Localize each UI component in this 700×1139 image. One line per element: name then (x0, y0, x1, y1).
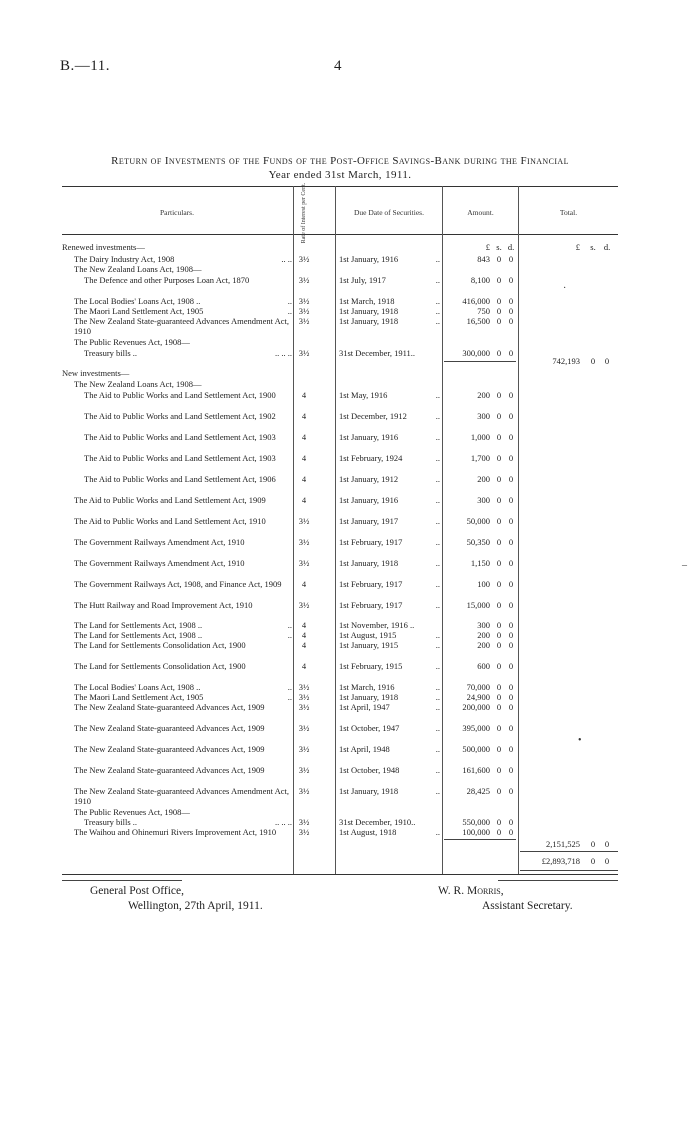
row-amount-shilling: 0 (496, 537, 502, 547)
row-rate: 3½ (298, 275, 310, 285)
row-due-date: 1st February, 1917 (339, 600, 403, 610)
row-amount-pence: 0 (508, 296, 514, 306)
row-amount-shilling: 0 (496, 411, 502, 421)
row-amount-shilling: 0 (496, 817, 502, 827)
row-amount: 300 (477, 620, 490, 630)
row-rate: 3½ (298, 765, 310, 775)
row-leader-dots: .. (287, 630, 292, 640)
row-amount-pence: 0 (508, 453, 514, 463)
row-particulars: The New Zealand State-guaranteed Advances Act, 1909 (74, 723, 265, 733)
row-particulars: The New Zealand State-guaranteed Advances Act, 1909 (74, 744, 265, 754)
row-due-date: 1st February, 1924 (339, 453, 403, 463)
grand-total-rule (520, 870, 618, 871)
col-divider-due-left (335, 186, 336, 874)
grand-total-pence: 0 (604, 856, 610, 866)
row-due-leader-dots: .. (435, 254, 440, 264)
col-head-particulars: Particulars. (160, 208, 194, 217)
row-particulars: The Aid to Public Works and Land Settlement Act, 1910 (74, 516, 266, 526)
row-amount-pence: 0 (508, 702, 514, 712)
total-currency-pence: d. (603, 242, 611, 252)
row-due-leader-dots: .. (435, 600, 440, 610)
row-rate: 3½ (298, 723, 310, 733)
row-total: 2,151,525 (546, 839, 580, 849)
row-rate: 4 (301, 630, 307, 640)
row-rate: 3½ (298, 516, 310, 526)
row-due-leader-dots: .. (435, 390, 440, 400)
row-amount-shilling: 0 (496, 348, 502, 358)
row-amount-shilling: 0 (496, 296, 502, 306)
row-leader-dots: .. (287, 306, 292, 316)
row-particulars: The Aid to Public Works and Land Settlement Act, 1909 (74, 495, 266, 505)
row-amount-shilling: 0 (496, 661, 502, 671)
signatory-title: Assistant Secretary. (482, 900, 573, 912)
row-amount: 8,100 (470, 275, 490, 285)
row-amount-pence: 0 (508, 558, 514, 568)
row-amount-pence: 0 (508, 495, 514, 505)
total-currency-pound: £ (575, 242, 580, 252)
title-line-2: Year ended 31st March, 1911. (268, 169, 412, 181)
row-particulars: The Land for Settlements Consolidation Act, 1900 (74, 640, 246, 650)
row-due-date: 1st May, 1916 (339, 390, 388, 400)
row-particulars: The Dairy Industry Act, 1908 (74, 254, 175, 264)
row-amount: 15,000 (466, 600, 490, 610)
row-amount-shilling: 0 (496, 640, 502, 650)
row-amount-pence: 0 (508, 640, 514, 650)
row-amount: 550,000 (462, 817, 490, 827)
row-due-leader-dots: .. (435, 786, 440, 796)
row-due-date: 1st August, 1918 (339, 827, 397, 837)
row-due-date: 1st January, 1918 (339, 306, 399, 316)
total-currency-shilling: s. (590, 242, 596, 252)
row-due-leader-dots: .. (435, 453, 440, 463)
row-rate: 4 (301, 390, 307, 400)
row-amount-pence: 0 (508, 348, 514, 358)
row-due-date: 1st January, 1917 (339, 516, 399, 526)
row-amount: 16,500 (466, 316, 490, 326)
row-rate: 3½ (298, 702, 310, 712)
row-particulars: The Land for Settlements Consolidation Act, 1900 (74, 661, 246, 671)
row-amount-shilling: 0 (496, 453, 502, 463)
row-amount-shilling: 0 (496, 630, 502, 640)
row-due-date: 1st March, 1916 (339, 682, 395, 692)
col-divider-amount-left (442, 186, 443, 874)
row-amount-shilling: 0 (496, 579, 502, 589)
page-header-ref: B.—11. (60, 58, 110, 74)
row-particulars: The Aid to Public Works and Land Settlement Act, 1902 (84, 411, 276, 421)
row-rate: 3½ (298, 786, 310, 796)
stray-mark-2: • (578, 735, 582, 746)
row-due-date: 1st January, 1915 (339, 640, 399, 650)
footer-rule-right (498, 880, 618, 881)
row-rate: 4 (301, 453, 307, 463)
row-due-leader-dots: .. (435, 765, 440, 775)
row-amount: 1,150 (470, 558, 490, 568)
row-amount: 200 (477, 474, 490, 484)
row-rate: 3½ (298, 306, 310, 316)
footer-rule-left (62, 880, 182, 881)
row-amount: 200,000 (462, 702, 490, 712)
row-amount: 750 (477, 306, 490, 316)
grand-total-shilling: 0 (590, 856, 596, 866)
row-amount-pence: 0 (508, 817, 514, 827)
row-due-leader-dots: .. (435, 692, 440, 702)
row-due-leader-dots: .. (435, 702, 440, 712)
row-amount-shilling: 0 (496, 692, 502, 702)
row-total-pence: 0 (604, 839, 610, 849)
row-particulars: The Public Revenues Act, 1908— (74, 337, 190, 347)
row-amount: 161,600 (462, 765, 490, 775)
row-rate: 3½ (298, 558, 310, 568)
row-rate: 4 (301, 411, 307, 421)
row-rate: 4 (301, 474, 307, 484)
footer-place: General Post Office, (90, 885, 184, 897)
row-amount-pence: 0 (508, 786, 514, 796)
row-particulars: Renewed investments— (62, 242, 145, 252)
row-amount: 24,900 (466, 692, 490, 702)
table-top-rule (62, 186, 618, 187)
row-rate: 4 (301, 579, 307, 589)
amount-currency-pence: d. (507, 242, 515, 252)
col-head-due: Due Date of Securities. (354, 208, 424, 217)
row-amount-pence: 0 (508, 390, 514, 400)
row-particulars: The Government Railways Amendment Act, 1910 (74, 537, 245, 547)
row-particulars: The Aid to Public Works and Land Settlement Act, 1900 (84, 390, 276, 400)
row-due-date: 1st July, 1917 (339, 275, 386, 285)
row-rate: 4 (301, 640, 307, 650)
row-particulars: The Aid to Public Works and Land Settlement Act, 1906 (84, 474, 276, 484)
row-amount-pence: 0 (508, 620, 514, 630)
row-amount: 600 (477, 661, 490, 671)
row-due-date: 1st January, 1918 (339, 316, 399, 326)
row-amount: 500,000 (462, 744, 490, 754)
renewed-subtotal-rule (444, 361, 516, 362)
row-due-date: 1st February, 1915 (339, 661, 403, 671)
row-leader-dots: .. .. .. (275, 348, 292, 358)
row-amount-shilling: 0 (496, 516, 502, 526)
row-due-date: 1st January, 1912 (339, 474, 399, 484)
signatory-name: W. R. Morris, (438, 885, 504, 897)
row-rate: 3½ (298, 537, 310, 547)
row-amount: 300 (477, 411, 490, 421)
row-amount-shilling: 0 (496, 474, 502, 484)
row-rate: 3½ (298, 600, 310, 610)
row-amount-pence: 0 (508, 723, 514, 733)
row-particulars: Treasury bills .. (84, 817, 138, 827)
row-due-leader-dots: .. (435, 432, 440, 442)
row-due-date: 1st January, 1918 (339, 692, 399, 702)
row-amount: 1,700 (470, 453, 490, 463)
row-amount-shilling: 0 (496, 786, 502, 796)
row-amount-pence: 0 (508, 692, 514, 702)
row-amount-shilling: 0 (496, 600, 502, 610)
row-amount-pence: 0 (508, 411, 514, 421)
row-total: 742,193 (552, 356, 580, 366)
row-amount-pence: 0 (508, 516, 514, 526)
totals-rule (520, 851, 618, 852)
row-amount-pence: 0 (508, 254, 514, 264)
row-amount: 70,000 (466, 682, 490, 692)
row-due-leader-dots: .. (435, 640, 440, 650)
row-amount: 50,350 (466, 537, 490, 547)
row-particulars: The New Zealand Loans Act, 1908— (74, 264, 202, 274)
row-amount: 100,000 (462, 827, 490, 837)
row-amount-shilling: 0 (496, 620, 502, 630)
row-amount: 395,000 (462, 723, 490, 733)
row-amount-pence: 0 (508, 630, 514, 640)
row-due-leader-dots: .. (435, 474, 440, 484)
row-due-date: 1st August, 1915 (339, 630, 397, 640)
row-rate: 3½ (298, 296, 310, 306)
row-amount-shilling: 0 (496, 765, 502, 775)
row-due-leader-dots: .. (435, 411, 440, 421)
col-divider-total-left (518, 186, 519, 874)
row-total-shilling: 0 (590, 839, 596, 849)
row-leader-dots: .. .. (281, 254, 292, 264)
row-rate: 4 (301, 495, 307, 505)
row-amount-pence: 0 (508, 744, 514, 754)
row-amount-pence: 0 (508, 537, 514, 547)
row-amount-shilling: 0 (496, 432, 502, 442)
table-bottom-rule (62, 874, 618, 875)
row-leader-dots: .. (287, 620, 292, 630)
col-head-total: Total. (559, 208, 578, 217)
row-due-date: 1st October, 1947 (339, 723, 400, 733)
row-amount-shilling: 0 (496, 558, 502, 568)
row-amount-shilling: 0 (496, 702, 502, 712)
row-due-leader-dots: .. (435, 661, 440, 671)
row-particulars: The Land for Settlements Act, 1908 .. (74, 620, 203, 630)
row-rate: 3½ (298, 316, 310, 326)
row-due-leader-dots: .. (435, 558, 440, 568)
row-amount: 300,000 (462, 348, 490, 358)
row-due-date: 1st February, 1917 (339, 537, 403, 547)
row-due-date: 1st March, 1918 (339, 296, 395, 306)
row-particulars: The New Zealand State-guaranteed Advances Amendment Act, 1910 (74, 786, 290, 806)
row-particulars: The Government Railways Amendment Act, 1910 (74, 558, 245, 568)
col-head-rate: Rate of Interest per Cent. (300, 182, 307, 244)
row-amount-pence: 0 (508, 827, 514, 837)
row-particulars: The Maori Land Settlement Act, 1905 (74, 692, 204, 702)
row-amount-shilling: 0 (496, 744, 502, 754)
row-due-leader-dots: .. (435, 537, 440, 547)
row-rate: 3½ (298, 827, 310, 837)
row-particulars: The Waihou and Ohinemuri Rivers Improvement Act, 1910 (74, 827, 277, 837)
row-amount-pence: 0 (508, 316, 514, 326)
stray-mark-3: – (682, 560, 687, 571)
row-rate: 4 (301, 432, 307, 442)
row-leader-dots: .. (287, 296, 292, 306)
stray-mark-1: · (563, 283, 567, 294)
row-particulars: The New Zealand State-guaranteed Advances Amendment Act, 1910 (74, 316, 290, 336)
row-due-date: 1st January, 1918 (339, 786, 399, 796)
row-amount-pence: 0 (508, 579, 514, 589)
row-amount-pence: 0 (508, 275, 514, 285)
row-amount-pence: 0 (508, 432, 514, 442)
row-rate: 3½ (298, 817, 310, 827)
row-amount-shilling: 0 (496, 723, 502, 733)
row-particulars: The Aid to Public Works and Land Settlement Act, 1903 (84, 453, 276, 463)
row-amount-shilling: 0 (496, 495, 502, 505)
row-due-date: 1st October, 1948 (339, 765, 400, 775)
col-head-amount: Amount. (467, 208, 494, 217)
row-due-date: 1st December, 1912 (339, 411, 407, 421)
row-amount-pence: 0 (508, 682, 514, 692)
row-amount-pence: 0 (508, 661, 514, 671)
row-amount: 50,000 (466, 516, 490, 526)
page-number: 4 (334, 58, 342, 74)
row-amount: 843 (477, 254, 490, 264)
row-due-date: 1st April, 1948 (339, 744, 390, 754)
row-particulars: New investments— (62, 368, 130, 378)
new-subtotal-rule (444, 839, 516, 840)
row-due-leader-dots: .. (435, 579, 440, 589)
row-amount: 200 (477, 640, 490, 650)
row-due-leader-dots: .. (435, 630, 440, 640)
row-amount: 200 (477, 630, 490, 640)
row-amount: 100 (477, 579, 490, 589)
row-rate: 3½ (298, 692, 310, 702)
row-particulars: The Hutt Railway and Road Improvement Act, 1910 (74, 600, 253, 610)
row-amount-pence: 0 (508, 306, 514, 316)
row-rate: 3½ (298, 254, 310, 264)
row-particulars: The Public Revenues Act, 1908— (74, 807, 190, 817)
row-particulars: The Maori Land Settlement Act, 1905 (74, 306, 204, 316)
row-due-leader-dots: .. (435, 306, 440, 316)
row-due-leader-dots: .. (435, 516, 440, 526)
row-amount: 200 (477, 390, 490, 400)
row-amount: 300 (477, 495, 490, 505)
row-due-leader-dots: .. (435, 495, 440, 505)
row-amount-shilling: 0 (496, 390, 502, 400)
row-amount-pence: 0 (508, 600, 514, 610)
row-particulars: The Local Bodies' Loans Act, 1908 .. (74, 682, 201, 692)
row-due-leader-dots: .. (435, 275, 440, 285)
row-due-leader-dots: .. (435, 682, 440, 692)
row-rate: 4 (301, 661, 307, 671)
row-due-date: 31st December, 1910.. (339, 817, 416, 827)
row-due-date: 1st April, 1947 (339, 702, 390, 712)
row-particulars: The Government Railways Act, 1908, and Finance Act, 1909 (74, 579, 282, 589)
row-due-leader-dots: .. (435, 316, 440, 326)
row-amount-shilling: 0 (496, 306, 502, 316)
row-due-date: 1st February, 1917 (339, 579, 403, 589)
row-amount-shilling: 0 (496, 316, 502, 326)
row-particulars: The Defence and other Purposes Loan Act, 1870 (84, 275, 250, 285)
row-due-leader-dots: .. (435, 827, 440, 837)
row-leader-dots: .. (287, 692, 292, 702)
row-particulars: The New Zealand Loans Act, 1908— (74, 379, 202, 389)
row-due-date: 31st December, 1911.. (339, 348, 416, 358)
table-head-rule (62, 234, 618, 235)
amount-currency-shilling: s. (496, 242, 502, 252)
row-due-leader-dots: .. (435, 296, 440, 306)
row-due-date: 1st January, 1916 (339, 495, 399, 505)
row-due-leader-dots: .. (435, 723, 440, 733)
row-amount: 1,000 (470, 432, 490, 442)
row-amount-shilling: 0 (496, 254, 502, 264)
row-amount-pence: 0 (508, 474, 514, 484)
row-particulars: The Local Bodies' Loans Act, 1908 .. (74, 296, 201, 306)
row-amount-shilling: 0 (496, 827, 502, 837)
row-due-date: 1st January, 1918 (339, 558, 399, 568)
row-amount-pence: 0 (508, 765, 514, 775)
row-particulars: The Land for Settlements Act, 1908 .. (74, 630, 203, 640)
footer-date: Wellington, 27th April, 1911. (128, 900, 263, 912)
row-due-date: 1st November, 1916 .. (339, 620, 415, 630)
row-amount: 416,000 (462, 296, 490, 306)
grand-total-value: £2,893,718 (541, 856, 580, 866)
row-due-date: 1st January, 1916 (339, 254, 399, 264)
row-particulars: The New Zealand State-guaranteed Advances Act, 1909 (74, 765, 265, 775)
row-particulars: The Aid to Public Works and Land Settlement Act, 1903 (84, 432, 276, 442)
row-amount-shilling: 0 (496, 682, 502, 692)
row-rate: 3½ (298, 744, 310, 754)
row-leader-dots: .. (287, 682, 292, 692)
row-leader-dots: .. .. .. (275, 817, 292, 827)
row-rate: 3½ (298, 348, 310, 358)
row-due-date: 1st January, 1916 (339, 432, 399, 442)
title-line-1: Return of Investments of the Funds of the Post-Office Savings-Bank during the Financial (111, 155, 569, 167)
row-particulars: Treasury bills .. (84, 348, 138, 358)
row-amount: 28,425 (466, 786, 490, 796)
amount-currency-pound: £ (485, 242, 490, 252)
row-total-pence: 0 (604, 356, 610, 366)
row-total-shilling: 0 (590, 356, 596, 366)
row-amount-shilling: 0 (496, 275, 502, 285)
document-title (62, 154, 618, 182)
row-rate: 4 (301, 620, 307, 630)
row-due-leader-dots: .. (435, 744, 440, 754)
row-rate: 3½ (298, 682, 310, 692)
row-particulars: The New Zealand State-guaranteed Advances Act, 1909 (74, 702, 265, 712)
